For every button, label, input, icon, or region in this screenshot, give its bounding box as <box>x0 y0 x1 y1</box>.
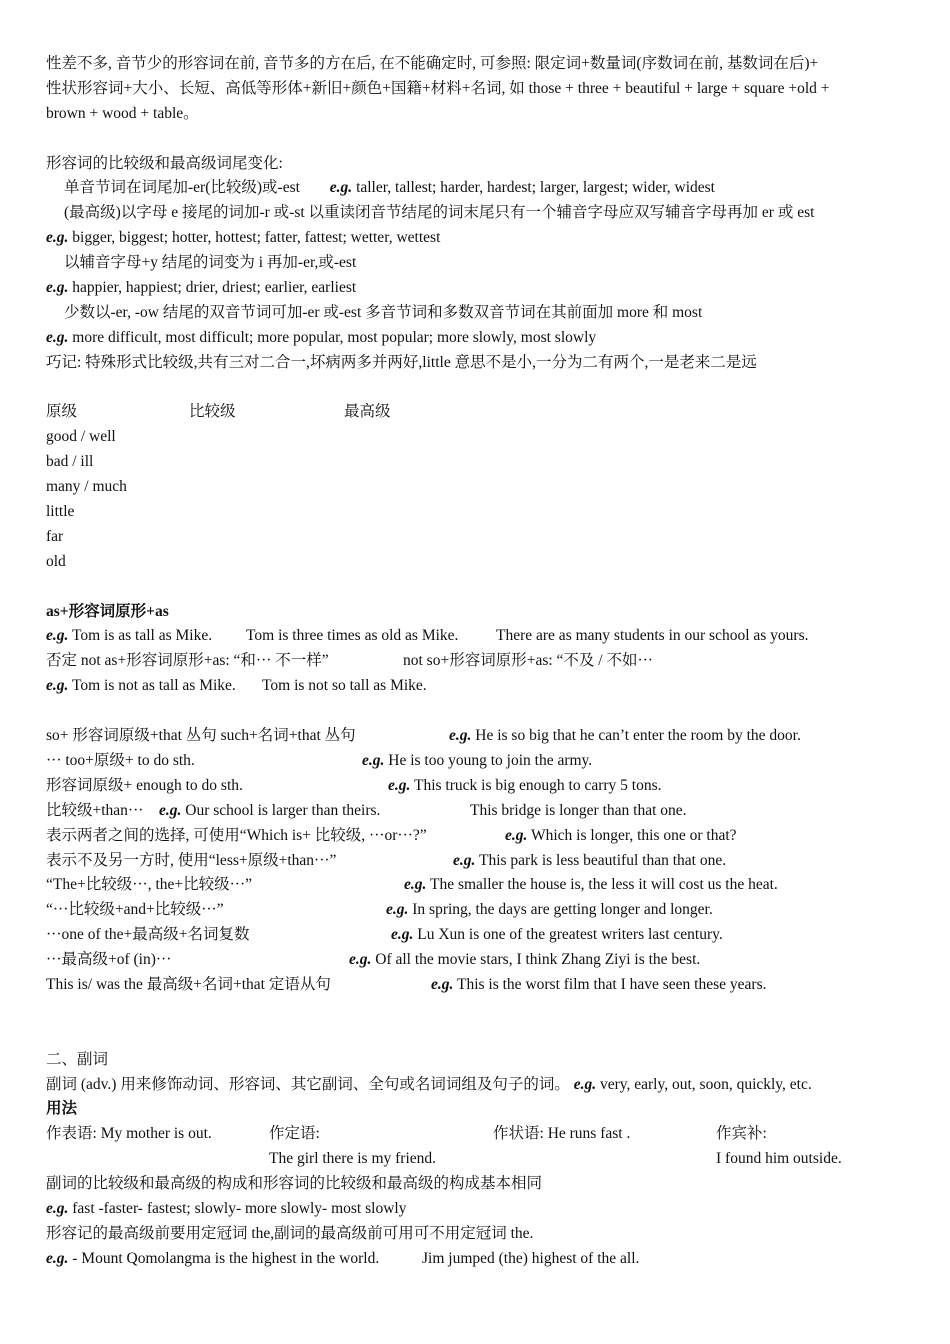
table-row: far <box>46 527 64 545</box>
rule-2-text: (最高级)以字母 e 接尾的词加-r 或-st 以重读闭音节结尾的词末尾只有一个辅音字母应双写辅音字母再加 er 或 est <box>64 204 815 222</box>
usage-label: 作状语: <box>493 1125 544 1143</box>
intro-line-1: 性差不多, 音节少的形容词在前, 音节多的方在后, 在不能确定时, 可参照: 限定词+数量词(序数词在前, 基数词在后)+ <box>46 55 819 72</box>
comparison-heading: 形容词的比较级和最高级词尾变化: <box>46 154 283 172</box>
pattern-example <box>404 873 778 898</box>
negation-example-1: Tom is not as tall as Mike. <box>68 677 236 695</box>
negation-rule-1: 否定 not as+形容词原形+as: “和··· 不一样” <box>46 652 329 670</box>
pattern-row <box>46 898 916 923</box>
pattern-example-text: This park is less beautiful than that one. <box>475 851 727 869</box>
usage-example: My mother is out. <box>96 1125 212 1143</box>
adverb-definition: 副词 (adv.) 用来修饰动词、形容词、其它副词、全句或名词词组及句子的词。 <box>46 1075 570 1093</box>
pattern-example <box>431 973 766 998</box>
col-header-superlative: 最高级 <box>344 403 391 421</box>
table-row: good / well <box>46 428 116 446</box>
rule-1 <box>46 176 916 201</box>
pattern-example <box>349 948 700 973</box>
as-negation-example-line <box>46 674 916 699</box>
pattern-example-text: Our school is larger than theirs. <box>181 801 381 819</box>
pattern-row <box>46 873 916 898</box>
pattern-example <box>505 824 737 849</box>
pattern-example-text: Lu Xun is one of the greatest writers last century. <box>413 926 723 944</box>
table-row: bad / ill <box>46 453 94 471</box>
adverb-example-4-line <box>46 1247 916 1272</box>
eg-label: e.g. <box>573 1075 597 1093</box>
usage-row-2 <box>46 1147 916 1172</box>
pattern-example <box>391 923 723 948</box>
rule-2-example-line <box>46 226 916 251</box>
eg-label: e.g. <box>46 1199 69 1217</box>
pattern-example-text: He is so big that he can’t enter the room by the door. <box>471 727 801 745</box>
pattern-example-text: This truck is big enough to carry 5 tons. <box>410 776 662 794</box>
document-page <box>46 52 916 1272</box>
eg-label: e.g. <box>388 776 411 794</box>
rule-1-text: 单音节词在词尾加-er(比较级)或-est <box>64 179 300 197</box>
mnemonic: 巧记: 特殊形式比较级,共有三对二合一,坏病两多并两好,little 意思不是小,一分为二有两个,一是老来二是远 <box>46 353 757 371</box>
pattern-example <box>386 898 713 923</box>
adverb-note-1: 副词的比较级和最高级的构成和形容词的比较级和最高级的构成基本相同 <box>46 1175 543 1193</box>
eg-label: e.g. <box>46 1249 69 1267</box>
pattern-row <box>46 774 916 799</box>
eg-label: e.g. <box>46 229 69 247</box>
pattern-example <box>449 724 801 749</box>
usage-title: 用法 <box>46 1100 78 1118</box>
pattern-rule: 形容词原级+ enough to do sth. <box>46 776 243 794</box>
rule-2-example: bigger, biggest; hotter, hottest; fatter, fattest; wetter, wettest <box>68 229 441 247</box>
pattern-row <box>46 724 916 749</box>
usage-example: He runs fast . <box>543 1125 631 1143</box>
usage-complement <box>716 1122 767 1147</box>
rule-4-example-line <box>46 326 916 351</box>
adverb-definition-line <box>46 1073 916 1098</box>
as-example-1: Tom is as tall as Mike. <box>68 627 213 645</box>
table-row: old <box>46 552 66 570</box>
adverb-note-2: 形容记的最高级前要用定冠词 the,副词的最高级前可用可不用定冠词 the. <box>46 1224 534 1242</box>
pattern-row <box>46 849 916 874</box>
eg-label: e.g. <box>505 826 528 844</box>
adverb-example-3-line <box>46 1197 916 1222</box>
adverb-example-3: fast -faster- fastest; slowly- more slowly- most slowly <box>68 1199 407 1217</box>
negation-rule-2: not so+形容词原形+as: “不及 / 不如··· <box>403 652 653 670</box>
as-example-2: Tom is three times as old as Mike. <box>246 627 459 645</box>
pattern-row <box>46 799 916 824</box>
pattern-example-text: In spring, the days are getting longer and longer. <box>408 901 713 919</box>
pattern-row <box>46 824 916 849</box>
eg-label: e.g. <box>449 727 472 745</box>
pattern-example-text: He is too young to join the army. <box>384 751 593 769</box>
as-negation-line <box>46 649 916 674</box>
rule-3-example-line <box>46 276 916 301</box>
pattern-extra-example: This bridge is longer than that one. <box>470 801 687 819</box>
adverb-heading: 二、副词 <box>46 1050 109 1068</box>
pattern-rule: 比较级+than··· <box>46 801 144 819</box>
pattern-row <box>46 749 916 774</box>
eg-label: e.g. <box>46 627 69 645</box>
usage-label: 作定语: <box>269 1125 320 1143</box>
as-example-line <box>46 624 916 649</box>
rule-3-example: happier, happiest; drier, driest; earlier, earliest <box>68 279 357 297</box>
pattern-rule: ···最高级+of (in)··· <box>46 951 172 969</box>
intro-line-2: 性状形容词+大小、长短、高低等形体+新旧+颜色+国籍+材料+名词, 如 those + three + beautiful + large + square +old + <box>46 79 830 97</box>
pattern-example <box>159 799 380 824</box>
rule-1-example: taller, tallest; harder, hardest; larger, largest; wider, widest <box>352 179 715 197</box>
pattern-example-text: Of all the movie stars, I think Zhang Ziyi is the best. <box>371 951 701 969</box>
pattern-example-text: This is the worst film that I have seen these years. <box>453 975 767 993</box>
pattern-example <box>388 774 662 799</box>
eg-label: e.g. <box>349 951 372 969</box>
adverb-example-4a: - Mount Qomolangma is the highest in the world. <box>68 1249 380 1267</box>
pattern-example-text: Which is longer, this one or that? <box>527 826 737 844</box>
pattern-row <box>46 973 916 998</box>
usage-adverbial <box>493 1122 630 1147</box>
col-header-base: 原级 <box>46 403 78 421</box>
adverb-definition-example: very, early, out, soon, quickly, etc. <box>596 1075 812 1093</box>
pattern-rule: so+ 形容词原级+that 丛句 such+名词+that 丛句 <box>46 727 356 745</box>
eg-label: e.g. <box>159 801 182 819</box>
as-example-3: There are as many students in our school as yours. <box>496 627 809 645</box>
pattern-rule: 表示不及另一方时, 使用“less+原级+than···” <box>46 851 337 869</box>
as-section-title: as+形容词原形+as <box>46 602 169 620</box>
eg-label: e.g. <box>329 179 353 197</box>
eg-label: e.g. <box>46 677 69 695</box>
usage-label: 作宾补: <box>716 1125 767 1143</box>
pattern-rule: 表示两者之间的选择, 可使用“Which is+ 比较级, ···or···?” <box>46 826 427 844</box>
eg-label: e.g. <box>453 851 476 869</box>
eg-label: e.g. <box>391 926 414 944</box>
eg-label: e.g. <box>362 751 385 769</box>
intro-line-3: brown + wood + table。 <box>46 104 199 122</box>
usage-row <box>46 1122 916 1147</box>
table-row: little <box>46 503 75 521</box>
pattern-row <box>46 923 916 948</box>
pattern-rule: ··· too+原级+ to do sth. <box>46 751 195 769</box>
eg-label: e.g. <box>46 279 69 297</box>
pattern-example <box>362 749 592 774</box>
adverb-example-4b: Jim jumped (the) highest of the all. <box>422 1249 640 1267</box>
eg-label: e.g. <box>404 876 427 894</box>
rule-4-text: 少数以-er, -ow 结尾的双音节词可加-er 或-est 多音节词和多数双音节词在其前面加 more 和 most <box>64 303 703 321</box>
pattern-rule: “The+比较级···, the+比较级···” <box>46 876 252 894</box>
eg-label: e.g. <box>431 975 454 993</box>
irregular-table-header <box>46 400 916 425</box>
pattern-rule: This is/ was the 最高级+名词+that 定语从句 <box>46 975 331 993</box>
usage-attributive <box>269 1122 320 1147</box>
usage-complement-example: I found him outside. <box>716 1150 842 1168</box>
usage-predicative <box>46 1122 212 1147</box>
usage-attributive-example: The girl there is my friend. <box>269 1150 437 1168</box>
eg-label: e.g. <box>386 901 409 919</box>
rule-3-text: 以辅音字母+y 结尾的词变为 i 再加-er,或-est <box>64 254 357 272</box>
pattern-row <box>46 948 916 973</box>
usage-label: 作表语: <box>46 1125 97 1143</box>
negation-example-2: Tom is not so tall as Mike. <box>262 677 427 695</box>
pattern-example <box>453 849 726 874</box>
table-row: many / much <box>46 478 127 496</box>
pattern-rule: ···one of the+最高级+名词复数 <box>46 926 250 944</box>
eg-label: e.g. <box>46 328 69 346</box>
col-header-comparative: 比较级 <box>189 403 236 421</box>
rule-4-example: more difficult, most difficult; more popular, most popular; more slowly, most slowly <box>68 328 597 346</box>
pattern-rule: “···比较级+and+比较级···” <box>46 901 224 919</box>
pattern-example-text: The smaller the house is, the less it will cost us the heat. <box>426 876 778 894</box>
